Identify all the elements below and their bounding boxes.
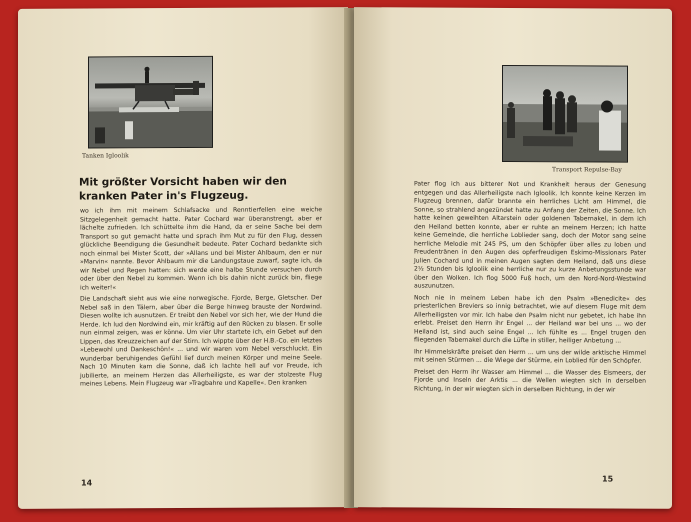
right-paragraph: Preiset den Herrn ihr Wasser am Himmel ... die Wasser des Eismeers, der Fjorde und Inseln der Arktis ... die Wellen wiegten sich in derselben Richtung, in der wir wiegten sich in derselben Richtung, in der wir <box>414 367 646 394</box>
book-spread <box>18 8 678 516</box>
right-page <box>354 7 672 509</box>
right-page-number: 15 <box>602 474 614 484</box>
left-page-number: 14 <box>81 478 93 488</box>
transport-illustration <box>503 66 627 162</box>
left-body-text <box>80 206 322 392</box>
seaplane-photo <box>88 56 213 149</box>
right-paragraph: Ihr Himmelskräfte preiset den Herrn ... um uns der wilde arktische Himmel mit seinen Stürmen ... die Wiege der Stürme, ein Loblied für den Schöpfer. <box>414 347 646 365</box>
right-paragraph: Noch nie in meinem Leben habe ich den Psalm »Benedicite« des priesterlichen Breviers so innig betrachtet, wie auf diesem Fluge mit dem Allerheiligsten vor mir. Ich habe den Psalm nicht nur gebetet, ich habe ihn erlebt. Preiset den Herrn ihr Engel ... der Heiland war bei uns ... wo der Heiland ist, sind auch seine Engel ... Ich fühlte es ... Engel trugen den fliegenden Tabernakel durch die Lüfte in stiller, heiliger Anbetung ... <box>414 293 646 345</box>
left-photo-caption: Tanken Igloolik <box>82 152 129 160</box>
left-paragraph: Die Landschaft sieht aus wie eine norwegische. Fjorde, Berge, Gletscher. Der Nebel saß in den Tälern, aber über die Berge hinweg brauste der Nordwind. Diesen wollte ich ausnutzen. Er treibt den Nebel vor sich her, wie der Hund die Herde. Ich lud den Nordwind ein, mir kräftig auf den Rücken zu blasen. Er solle nun einmal zeigen, was er könne. Um vier Uhr startete ich, ein Gebet auf den Lippen, das Kreuzzeichen auf der Stirn. Ich wippte über der H.B.-Co. ein letztes »Lebewohl und Dankeschön!« ... und wir waren vom Nebel verschluckt. Ein wunderbar beruhigendes Gefühl lief durch meinen Körper und meine Seele. Nach 10 Minuten kam die Sonne, daß ich lachte hell auf vor Freude, ich jubilierte, an meinem Herzen das Allerheiligste, es war der stolzeste Flug meines Lebens. Mein Flugzeug war »Tragbahre und Kapelle«. Den kranken <box>80 294 322 388</box>
chapter-headline: Mit größter Vorsicht haben wir den kranken Pater in's Flugzeug. <box>79 175 287 203</box>
right-photo-caption: Transport Repulse-Bay <box>552 166 622 174</box>
right-paragraph: Pater flog ich aus bitterer Not und Krankheit heraus der Genesung entgegen und das Allerheiligste nach Igloolik. Ich konnte keine Kerzen im Flugzeug brennen, dafür brannte ein herrliches Licht am Himmel, die Sonne, so strahlend angezündet hatte zu Anfang der Zeiten, die Sonne. Ich hatte keinen geweihten Altarstein oder goldenen Tabernakel, in dem ich den Heiland betten konnte, aber er ruhte an meinem Herzen; ich hatte keine Gemeinde, die herrliche Loblieder sang, doch der Motor sang seine herrliche Melodie mit 245 PS, um den Schöpfer über alles zu loben und Freudentränen in den Augen des opferfreudigen Eskimo-Missionars Pater Julien Cochard und in meinen Augen sagten dem Heiland, daß uns diese 2½ Stunden bis Igloolik eine herrliche nur zu kurze Anbetungsstunde war über den Wolken. Ich flog 5000 Fuß hoch, um den Nord-Nord-Westwind auszunutzen. <box>414 180 646 290</box>
seaplane-illustration <box>89 57 212 148</box>
left-paragraph: wo ich ihm mit meinem Schlafsacke und Renntierfellen eine weiche Sitzgelegenheit gemacht hatte. Pater Cochard war überanstrengt, aber er lächelte zufrieden. Ich schüttelte ihm die Hand, da er seine Sache bei dem Transport so gut gemacht hatte und sprach ihm Mut zu für den Flug, dessen glückliche Beendigung die Gesundheit bedeute. Pater Cochard bedankte sich noch einmal bei Mister Scott, der »Allans und bei Mister Ahlbaum, den er nur »Marvin« nannte. Bevor Ahlbaum mir die Landungstaue zuwarf, sagte ich, da wir Nebel und Regen hatten: sich werde eine halbe Stunde versuchen durch oder über den Nebel zu kommen. Wenn ich bis dahin nicht zurück bin, fliege ich weiter!« <box>80 206 322 292</box>
left-page <box>18 7 348 509</box>
right-body-text <box>414 180 646 397</box>
transport-photo <box>502 65 628 163</box>
